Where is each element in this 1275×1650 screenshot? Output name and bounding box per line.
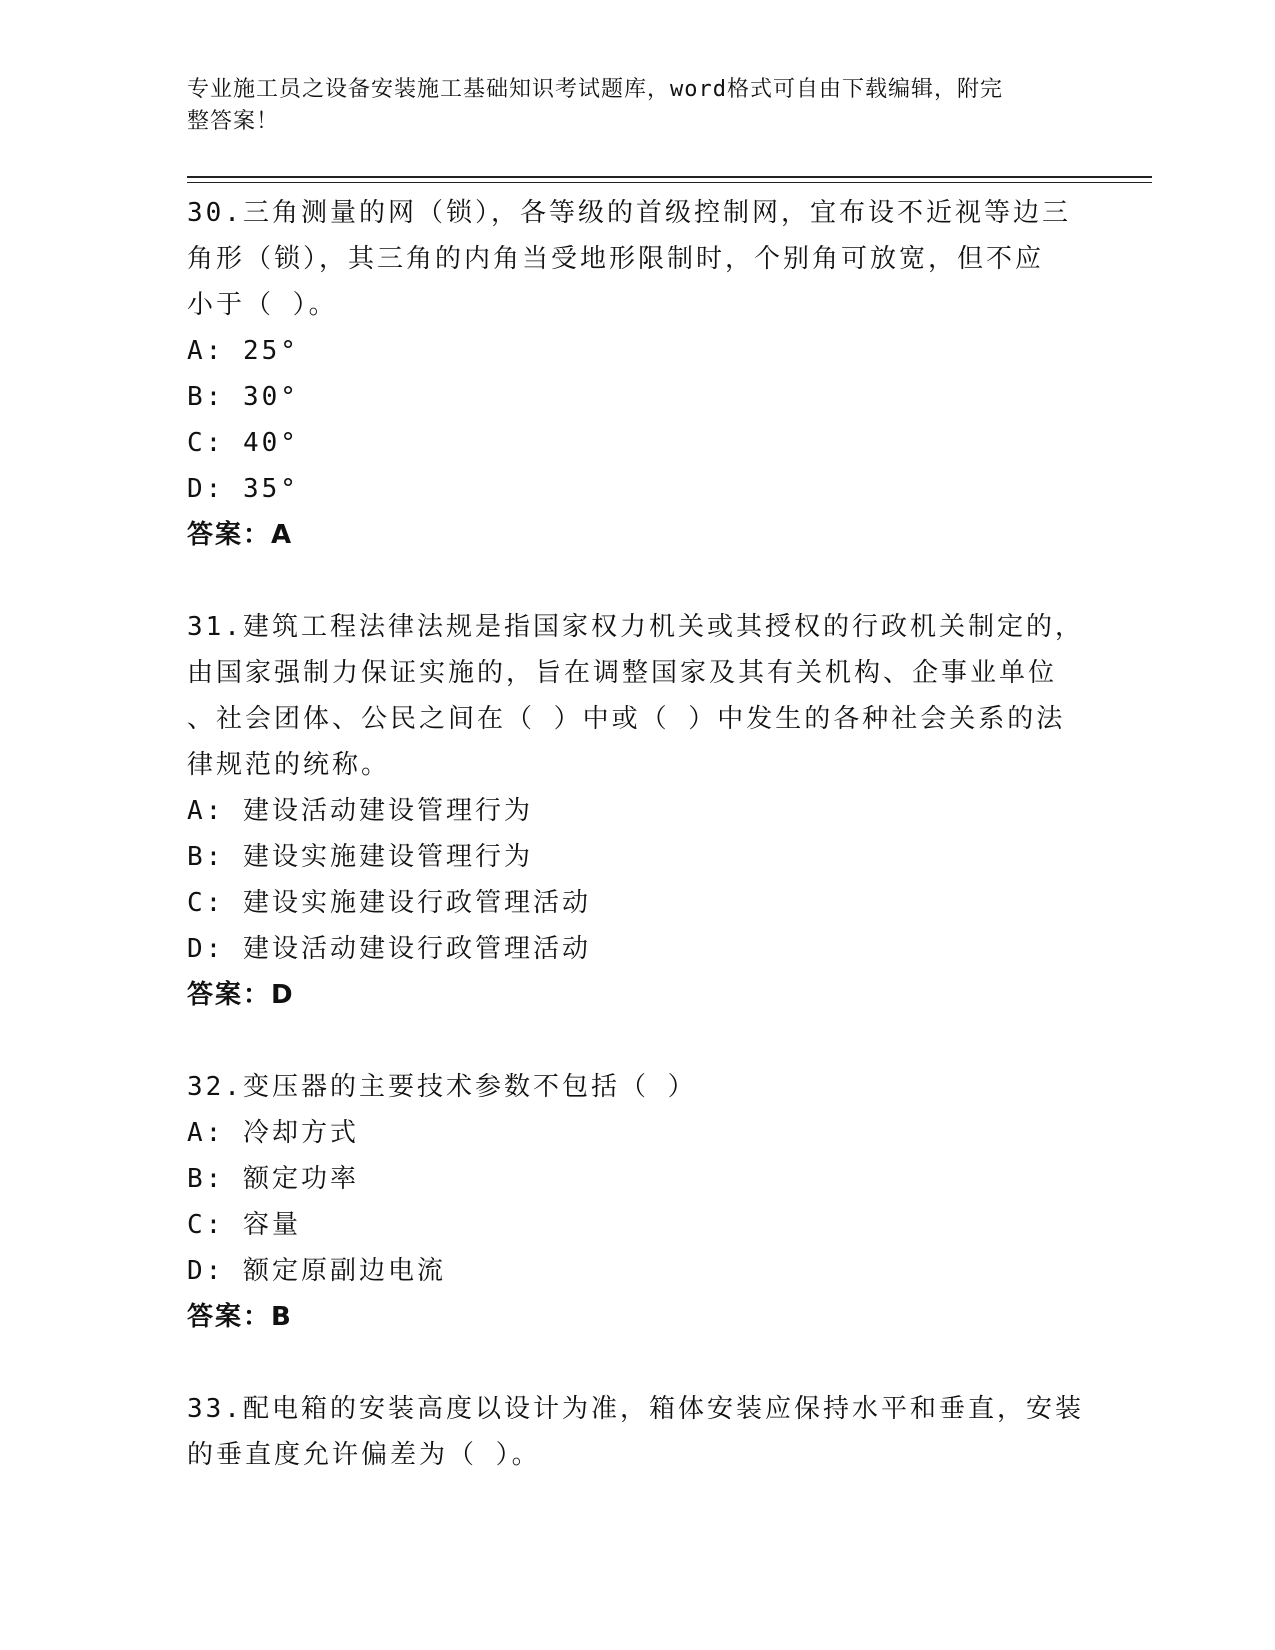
option-a: A: 冷却方式: [187, 1118, 359, 1148]
question-line: 32.变压器的主要技术参数不包括（ ）: [187, 1072, 697, 1102]
question-line: 的垂直度允许偏差为（ ）。: [187, 1440, 541, 1470]
question-line: 律规范的统称。: [187, 750, 391, 780]
header-line-1: 专业施工员之设备安装施工基础知识考试题库，word格式可自由下载编辑，附完: [187, 77, 1003, 102]
option-b: B: 建设实施建设管理行为: [187, 842, 533, 872]
question-text: [187, 190, 1087, 328]
header-divider-thick: [187, 176, 1152, 178]
question-text: [187, 1064, 1087, 1110]
option-c: C: 40°: [187, 428, 299, 458]
question-line: 角形（锁），其三角的内角当受地形限制时，个别角可放宽，但不应: [187, 244, 1045, 274]
question-line: 30.三角测量的网（锁），各等级的首级控制网，宜布设不近视等边三: [187, 198, 1071, 228]
question-line: 由国家强制力保证实施的，旨在调整国家及其有关机构、企事业单位: [187, 658, 1058, 688]
option-a: A: 25°: [187, 336, 299, 366]
option-b: B: 额定功率: [187, 1164, 359, 1194]
question-33: [187, 1386, 1087, 1478]
answer-label: 答案：D: [187, 980, 295, 1010]
answer-label: 答案：B: [187, 1302, 293, 1332]
answer-label: 答案：A: [187, 520, 294, 550]
header-divider-thin: [187, 182, 1152, 183]
question-line: 小于（ ）。: [187, 290, 338, 320]
document-header: [187, 74, 1067, 138]
question-line: 33.配电箱的安装高度以设计为准，箱体安装应保持水平和垂直，安装: [187, 1394, 1084, 1424]
option-d: D: 35°: [187, 474, 299, 504]
option-b: B: 30°: [187, 382, 299, 412]
option-d: D: 建设活动建设行政管理活动: [187, 934, 591, 964]
question-30: [187, 190, 1087, 558]
question-text: [187, 1386, 1087, 1478]
question-line: 、社会团体、公民之间在（ ）中或（ ）中发生的各种社会关系的法: [187, 704, 1066, 734]
question-31: [187, 604, 1087, 1018]
option-a: A: 建设活动建设管理行为: [187, 796, 533, 826]
question-32: [187, 1064, 1087, 1340]
option-c: C: 建设实施建设行政管理活动: [187, 888, 591, 918]
option-c: C: 容量: [187, 1210, 301, 1240]
question-line: 31.建筑工程法律法规是指国家权力机关或其授权的行政机关制定的，: [187, 612, 1084, 642]
option-d: D: 额定原副边电流: [187, 1256, 446, 1286]
question-text: [187, 604, 1087, 788]
question-list: [187, 190, 1087, 1524]
header-line-2: 整答案！: [187, 109, 280, 134]
